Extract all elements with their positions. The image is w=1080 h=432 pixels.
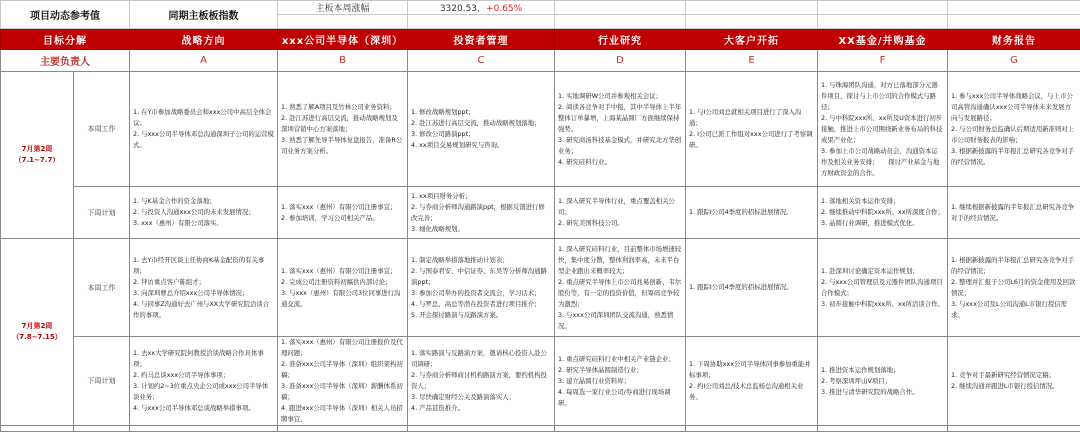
task-line: 4. 产品甚资推介。 — [411, 403, 551, 414]
task-line: 3. 参加公司举办的投资者交流会，学习话术； — [411, 288, 551, 299]
index-value-cell — [408, 1, 555, 15]
task-cell[interactable] — [408, 72, 555, 187]
task-line: 1. 与K基金合作的资金落地； — [133, 196, 274, 207]
task-line: 2. I公司已派工作组对xxx公司进行了考察调研。 — [689, 129, 814, 151]
task-line: 1. 竞争对手最新研究经营情况定稿； — [951, 370, 1077, 381]
task-line: 2. 赴江苏进行高层交流，推动战略规划落地； — [411, 118, 551, 129]
task-line: 3. 根据新披露的半年报汇总研究各竞争对手的经营情况。 — [951, 146, 1077, 168]
task-line: 5. 开会探讨路演与反路演方案。 — [411, 310, 551, 321]
task-line: 2. 与中科院xxx所、xx所及U资本进行初步接触，推进上市公司围绕新业务布局的科技成果产业化； — [821, 113, 944, 146]
task-line: 3. 尽快确定财经公关及路演落实人； — [411, 392, 551, 403]
task-line: 2. 研究美国科技公司。 — [558, 218, 682, 229]
project-reference-label: 项目动态参考值 — [1, 1, 130, 29]
week-label-cell — [1, 72, 74, 239]
task-cell[interactable] — [278, 337, 408, 426]
task-cell[interactable] — [130, 337, 278, 426]
task-cell[interactable] — [555, 239, 686, 337]
empty-cell[interactable] — [408, 426, 555, 432]
task-line: 1. 落实路演与反路演方案，邀请核心投资人赴公司调研； — [411, 348, 551, 370]
owner-cell[interactable]: B — [278, 50, 408, 72]
week-label: 7月第2周 — [4, 321, 70, 332]
index-label: 同期主板板指数 — [130, 1, 278, 29]
task-cell[interactable] — [948, 72, 1080, 187]
empty-cell[interactable] — [555, 1, 686, 15]
task-line: 1. 去xx大学研究院何教授洽谈战略合作具体事项； — [133, 348, 274, 370]
empty-cell[interactable] — [130, 426, 278, 432]
task-line: 4. xx项目交易规划研究与咨询。 — [411, 140, 551, 151]
this-week-work-label: 本周工作 — [74, 239, 130, 337]
task-line: 3. 参加上市公司战略动员会，沟通资本运作及相关业务安排； 探讨产业基金与地方财政资金的合作。 — [821, 146, 944, 179]
column-header: 财务报告 — [948, 29, 1080, 50]
task-line: 3. 晶圆行业调研，推进模式优化。 — [821, 218, 944, 229]
task-line: 1. 根据新披露的半年报汇总研究各竞争对手的经营情况； — [951, 255, 1077, 277]
task-line: 1. 与I公司刘总就相关项目进行了深入沟通； — [689, 107, 814, 129]
task-line: 1. 落实xxx（惠州）有限公司注册报价及代理问题； — [281, 337, 404, 359]
task-line: 4. 与xxx公司半导体邓总谈战略举措事项。 — [133, 403, 274, 414]
owner-cell[interactable]: G — [948, 50, 1080, 72]
task-cell[interactable] — [555, 72, 686, 187]
change-value: +0.65% — [486, 4, 522, 14]
task-line: 1. 跟踪I公司4季度的招标进展情况。 — [689, 207, 814, 218]
task-line: 3. 研究商汤科技基金模式，并研究北方华创业务； — [558, 135, 682, 157]
task-line: 3. 准备xxx公司半导体（深圳）薪酬体系初稿； — [281, 381, 404, 403]
task-line: 2. 继续沟通并跟进L市银行授信情况。 — [951, 381, 1077, 392]
empty-cell[interactable] — [408, 15, 555, 29]
task-line: 1. 参与xxx公司半导体战略会议，与上市公司高管沟通确认xxx公司半导体未来发展方向与发展路径； — [951, 91, 1077, 124]
task-cell[interactable] — [818, 337, 948, 426]
task-line: 2. 整理并汇报子公司L6月的资金使用及回款情况； — [951, 277, 1077, 299]
task-line: 1. 落地相关资本运作安排； — [821, 196, 944, 207]
task-line: 1. xx项目财务分析； — [411, 191, 551, 202]
task-line: 3. 与xxx公司及L公司沟通L市银行授信需求。 — [951, 299, 1077, 321]
task-line: 2. 拜访重点客户陈组才； — [133, 277, 274, 288]
task-line: 3. 向深圳曹总介绍xxx公司半导体情况； — [133, 288, 274, 299]
owner-cell[interactable]: F — [818, 50, 948, 72]
task-cell[interactable] — [408, 187, 555, 239]
task-cell[interactable] — [130, 187, 278, 239]
table-row — [1, 187, 1080, 239]
empty-cell[interactable] — [1, 426, 74, 432]
task-cell[interactable] — [555, 337, 686, 426]
task-line: 1. 落实xxx（惠州）有限公司注册事宜； — [281, 266, 404, 277]
task-line: 3. 细化战略规划。 — [411, 224, 551, 235]
task-cell[interactable] — [686, 187, 818, 239]
empty-cell[interactable] — [555, 15, 686, 29]
task-line: 2. 与xxx公司管理层及元器件团队沟通项目合作模式； — [821, 277, 944, 299]
task-line: 1. 落实xxx（惠州）有限公司注册事宜； — [281, 202, 404, 213]
task-line: 4. 每周选一家行业公司/券商进行现场调研。 — [558, 387, 682, 409]
task-cell[interactable] — [130, 72, 278, 187]
table-row — [1, 426, 1080, 432]
task-cell[interactable] — [818, 72, 948, 187]
task-line: 2. 赴江苏进行高层交流，推动战略规划及深圳营销中心方案落地； — [281, 113, 404, 135]
task-line: 4. 与罗总、高总等潜在投资者进行项目推介； — [411, 299, 551, 310]
task-cell[interactable] — [278, 187, 408, 239]
task-line: 1. 去Y市经开区谈主任协商K基金配资的有关事项； — [133, 255, 274, 277]
task-line: 1. 继续根据新披露的半年报汇总研究各竞争对手的经营情况。 — [951, 202, 1077, 224]
week-range: （7.1~7.7） — [4, 155, 70, 166]
table-row — [1, 72, 1080, 187]
week-label: 7月第2周 — [4, 144, 70, 155]
task-line: 2. 准备xxx公司半导体（深圳）组织架构初稿； — [281, 359, 404, 381]
index-value: 3320.53， — [440, 4, 486, 14]
empty-cell[interactable] — [818, 15, 948, 29]
week-range: （7.8~7.15） — [4, 332, 70, 343]
task-line: 3. 修改公司路演ppt； — [411, 129, 551, 140]
task-line: 3. 计划约2~3位重点央企公司或xxx公司半导体谈业务； — [133, 381, 274, 403]
table-row — [1, 337, 1080, 426]
task-line: 2. 约马总谈xxx公司半导体事项； — [133, 370, 274, 381]
task-cell[interactable] — [130, 239, 278, 337]
task-line: 1. 与珠海团队沟通，对方已落地部分元器件项目，探讨与上市公司的合作模式与路径； — [821, 80, 944, 113]
task-cell[interactable] — [408, 337, 555, 426]
next-week-plan-label: 下周计划 — [74, 337, 130, 426]
task-line: 4. 与同事Z沟通好去广州与XX大学研究院洽谈合作的事项。 — [133, 299, 274, 321]
task-line: 3. 推进与清华研究院的战略合作。 — [821, 387, 944, 398]
column-header: 投资者管理 — [408, 29, 555, 50]
task-line: 1. 重点研究硅料行业中相关产业链企业； — [558, 354, 682, 365]
header-goal-breakdown: 目标分解 — [1, 29, 130, 50]
task-line: 2. 与投资人沟通xxx公司的未来发展情况； — [133, 207, 274, 218]
task-cell[interactable] — [948, 337, 1080, 426]
task-cell[interactable] — [818, 187, 948, 239]
next-week-plan-label: 下周计划 — [74, 187, 130, 239]
weekly-change-label: 主板本周涨幅 — [278, 1, 408, 15]
task-line: 4. 跟进xxx公司半导体（深圳）相关人员招聘事宜。 — [281, 403, 404, 425]
task-cell[interactable] — [686, 72, 818, 187]
empty-cell[interactable] — [555, 426, 686, 432]
task-line: 2. 与xxx公司半导体邓总沟通深圳子公司的运营模式。 — [133, 129, 274, 151]
task-line: 1. 推进资本运作规划落地； — [821, 365, 944, 376]
column-header: 行业研究 — [555, 29, 686, 50]
owner-label: 主要负责人 — [1, 50, 130, 72]
task-cell[interactable] — [686, 239, 818, 337]
column-header: 大客户开拓 — [686, 29, 818, 50]
task-line: 1. 实地调研W公司并参观相关会议； — [558, 91, 682, 102]
task-line: 1. 深入研究硅料行业，目前整体市场增速较快，集中度分散，整体利润率高，未来平台型企业跑出来概率较大； — [558, 244, 682, 277]
week-label-cell — [1, 239, 74, 426]
empty-cell[interactable] — [948, 426, 1080, 432]
empty-cell[interactable] — [686, 1, 818, 15]
empty-cell[interactable] — [74, 426, 130, 432]
column-header: xxx公司半导体（深圳） — [278, 29, 408, 50]
empty-cell[interactable] — [686, 15, 818, 29]
task-line: 3. 建立晶圆行业资料库； — [558, 376, 682, 387]
task-line: 4. 研究硅料行业。 — [558, 157, 682, 168]
task-line: 3. 熟悉了解先导半导体复盘报告，准备R公司业务方案分析。 — [281, 135, 404, 157]
empty-cell[interactable] — [948, 1, 1080, 15]
task-cell[interactable] — [818, 239, 948, 337]
task-cell[interactable] — [555, 187, 686, 239]
column-header: XX基金/并购基金 — [818, 29, 948, 50]
task-line: 3. 与xxx（惠州）有限公司3位同事进行沟通交流。 — [281, 288, 404, 310]
task-line: 2. 与国泰君安、中信证券、东吴等分析师沟通路演ppt； — [411, 266, 551, 288]
task-line: 2. 与券商分析师沟通路演ppt，根据反馈进行修改完善； — [411, 202, 551, 224]
owner-cell[interactable]: E — [686, 50, 818, 72]
task-line: 2. 参加培训，学习公司相关产品。 — [281, 213, 404, 224]
task-line: 2. 继续推动中科院xxx所、xx所深度合作； — [821, 207, 944, 218]
task-cell[interactable] — [278, 239, 408, 337]
task-line: 2. 与券商分析师商讨机构路演方案，要约机构投资人； — [411, 370, 551, 392]
task-line: 2. 阅读各竞争对手中报，其中半导体上半年整体订单暴增，上海某晶圆厂方面继续保持强势。 — [558, 102, 682, 135]
task-line: 2. 研究半导体晶圆制造行业； — [558, 365, 682, 376]
table-row — [1, 239, 1080, 337]
task-line: 1. 制定战略举措落地推动计划表； — [411, 255, 551, 266]
task-cell[interactable] — [948, 239, 1080, 337]
empty-cell[interactable] — [818, 426, 948, 432]
task-line: 1. 在Y市参加战略委员会和xxx公司中高层全体会议； — [133, 107, 274, 129]
task-cell[interactable] — [948, 187, 1080, 239]
task-line: 3. xxx（惠州）有限公司落实。 — [133, 218, 274, 229]
task-line: 2. 约I公司刘总/技术总监杨总沟通相关业务。 — [689, 381, 814, 403]
task-line: 2. 完成公司注册资料初稿供内部讨论； — [281, 277, 404, 288]
task-line: 1. 深入研究半导体行业，重点覆盖相关公司； — [558, 196, 682, 218]
task-line: 3. 与xxx公司深圳团队交流沟通，熟悉情况。 — [558, 310, 682, 332]
empty-cell[interactable] — [818, 1, 948, 15]
empty-cell[interactable] — [278, 426, 408, 432]
owner-cell[interactable]: D — [555, 50, 686, 72]
task-cell[interactable] — [408, 239, 555, 337]
task-line: 2. 重点研究半导体上市公司兆易创新、韦尔股份等，有一定的投资价值，但筹码竞争较为激烈； — [558, 277, 682, 310]
owner-cell[interactable]: C — [408, 50, 555, 72]
task-line: 1. 下周协助xxx公司半导体同事参加重能并标事项； — [689, 359, 814, 381]
owner-cell[interactable]: A — [130, 50, 278, 72]
this-week-work-label: 本周工作 — [74, 72, 130, 187]
task-line: 1. 修改战略规划ppt； — [411, 107, 551, 118]
task-line: 2. 考察深圳坪山V项目； — [821, 376, 944, 387]
column-header: 战略方向 — [130, 29, 278, 50]
task-cell[interactable] — [686, 337, 818, 426]
task-line: 1. 熟悉了解A项目及竹林公司业务资料； — [281, 102, 404, 113]
empty-cell[interactable] — [948, 15, 1080, 29]
task-line: 3. 初步接触中科院xxx所、xx所洽谈合作。 — [821, 299, 944, 310]
task-cell[interactable] — [278, 72, 408, 187]
task-line: 1. 赴深圳讨论确定资本运作规划； — [821, 266, 944, 277]
empty-cell[interactable] — [278, 15, 408, 29]
empty-cell[interactable] — [686, 426, 818, 432]
task-line: 1. 跟踪I公司4季度的招标进展情况。 — [689, 282, 814, 293]
task-line: 2. 与公司财务总监确认后期适用新准则对上市公司财务报表的影响； — [951, 124, 1077, 146]
